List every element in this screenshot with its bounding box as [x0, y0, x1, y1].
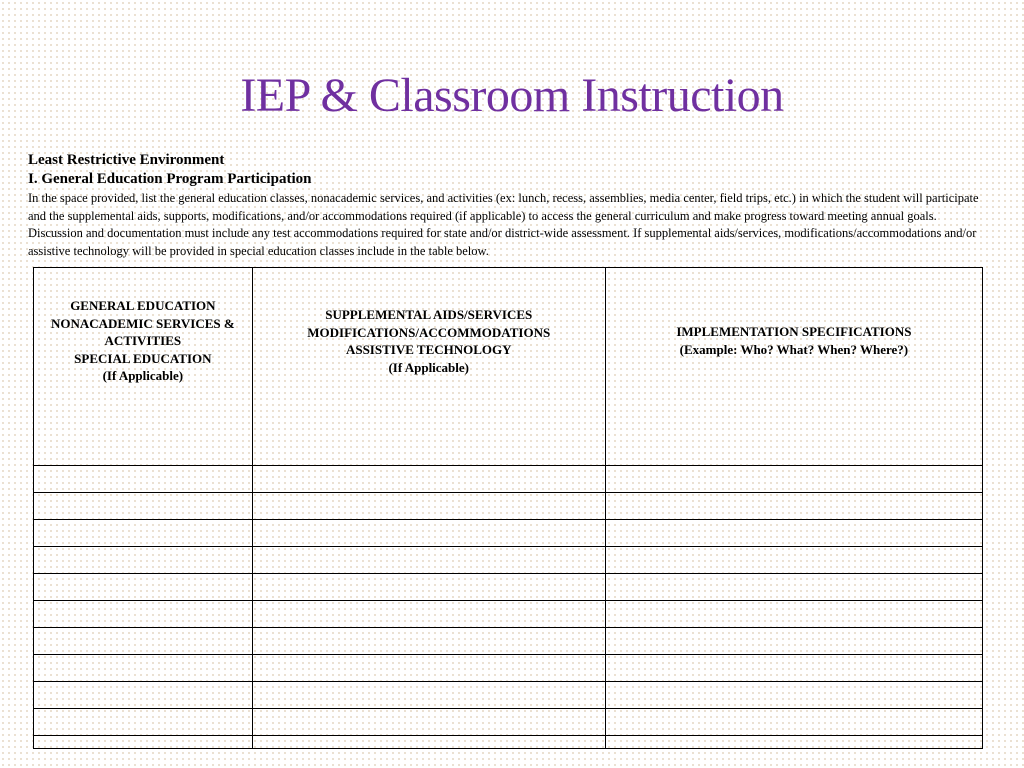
table-row	[34, 655, 983, 682]
header-general-education	[34, 268, 253, 466]
table-cell-implementation[interactable]	[605, 736, 982, 749]
header-line: ACTIVITIES	[104, 333, 182, 348]
header-line: (If Applicable)	[102, 368, 184, 383]
header-implementation-specifications	[605, 268, 982, 466]
table-row	[34, 520, 983, 547]
table-cell-supplemental[interactable]	[252, 628, 605, 655]
header-line: GENERAL EDUCATION	[70, 298, 216, 313]
table-cell-implementation[interactable]	[605, 547, 982, 574]
table-cell-supplemental[interactable]	[252, 655, 605, 682]
table-cell-supplemental[interactable]	[252, 466, 605, 493]
table-row	[34, 547, 983, 574]
participation-table	[33, 267, 983, 749]
table-header-row	[34, 268, 983, 466]
header-line: ASSISTIVE TECHNOLOGY	[345, 342, 512, 357]
header-line: MODIFICATIONS/ACCOMMODATIONS	[307, 324, 551, 340]
table-cell-implementation[interactable]	[605, 709, 982, 736]
table-row	[34, 574, 983, 601]
instructions-paragraph: In the space provided, list the general education classes, nonacademic services, and activities (ex: lunch, recess, assemblies, media center, field trips, etc.) in which the student will participate and the supplemental aids, supports, modifications, and/or accommodations required (if applicable) to access the general curriculum and make progress toward meeting annual goals. Discussion and documentation must include any test accommodations required for state and/or district-wide assessment. If supplemental aids/services, modifications/accommodations and/or assistive technology will be provided in special education classes include in the table below.	[28, 191, 979, 258]
table-cell-supplemental[interactable]	[252, 574, 605, 601]
table-row	[34, 709, 983, 736]
table-cell-supplemental[interactable]	[252, 736, 605, 749]
table-cell-supplemental[interactable]	[252, 601, 605, 628]
header-line: (If Applicable)	[388, 359, 470, 375]
table-row	[34, 736, 983, 749]
table-cell-implementation[interactable]	[605, 493, 982, 520]
table-row	[34, 601, 983, 628]
table-cell-activity[interactable]	[34, 736, 253, 749]
table-row	[34, 628, 983, 655]
table-cell-activity[interactable]	[34, 682, 253, 709]
intro-section	[28, 151, 988, 260]
table-cell-supplemental[interactable]	[252, 493, 605, 520]
table-cell-activity[interactable]	[34, 493, 253, 520]
header-line: SUPPLEMENTAL AIDS/SERVICES	[325, 307, 533, 322]
table-cell-activity[interactable]	[34, 601, 253, 628]
table-cell-activity[interactable]	[34, 709, 253, 736]
table-cell-implementation[interactable]	[605, 601, 982, 628]
slide-title: IEP & Classroom Instruction	[240, 69, 784, 122]
table-row	[34, 466, 983, 493]
header-line: (Example: Who? What? When? Where?)	[679, 341, 909, 357]
table-row	[34, 493, 983, 520]
table-cell-supplemental[interactable]	[252, 520, 605, 547]
table-cell-supplemental[interactable]	[252, 709, 605, 736]
table-row	[34, 682, 983, 709]
table-cell-activity[interactable]	[34, 655, 253, 682]
table-cell-activity[interactable]	[34, 628, 253, 655]
table-cell-supplemental[interactable]	[252, 682, 605, 709]
table-cell-activity[interactable]	[34, 520, 253, 547]
table-cell-implementation[interactable]	[605, 466, 982, 493]
header-line: NONACADEMIC SERVICES &	[50, 315, 235, 331]
table-cell-implementation[interactable]	[605, 655, 982, 682]
table-cell-activity[interactable]	[34, 574, 253, 601]
section-heading-participation: I. General Education Program Participation	[28, 171, 312, 187]
table-cell-implementation[interactable]	[605, 682, 982, 709]
header-line: SPECIAL EDUCATION	[74, 350, 212, 366]
table-cell-implementation[interactable]	[605, 574, 982, 601]
header-line: IMPLEMENTATION SPECIFICATIONS	[676, 324, 912, 339]
table-cell-supplemental[interactable]	[252, 547, 605, 574]
table-cell-implementation[interactable]	[605, 628, 982, 655]
table-cell-activity[interactable]	[34, 466, 253, 493]
table-cell-implementation[interactable]	[605, 520, 982, 547]
section-heading-lre: Least Restrictive Environment	[28, 152, 225, 168]
header-supplemental-aids	[252, 268, 605, 466]
table-cell-activity[interactable]	[34, 547, 253, 574]
